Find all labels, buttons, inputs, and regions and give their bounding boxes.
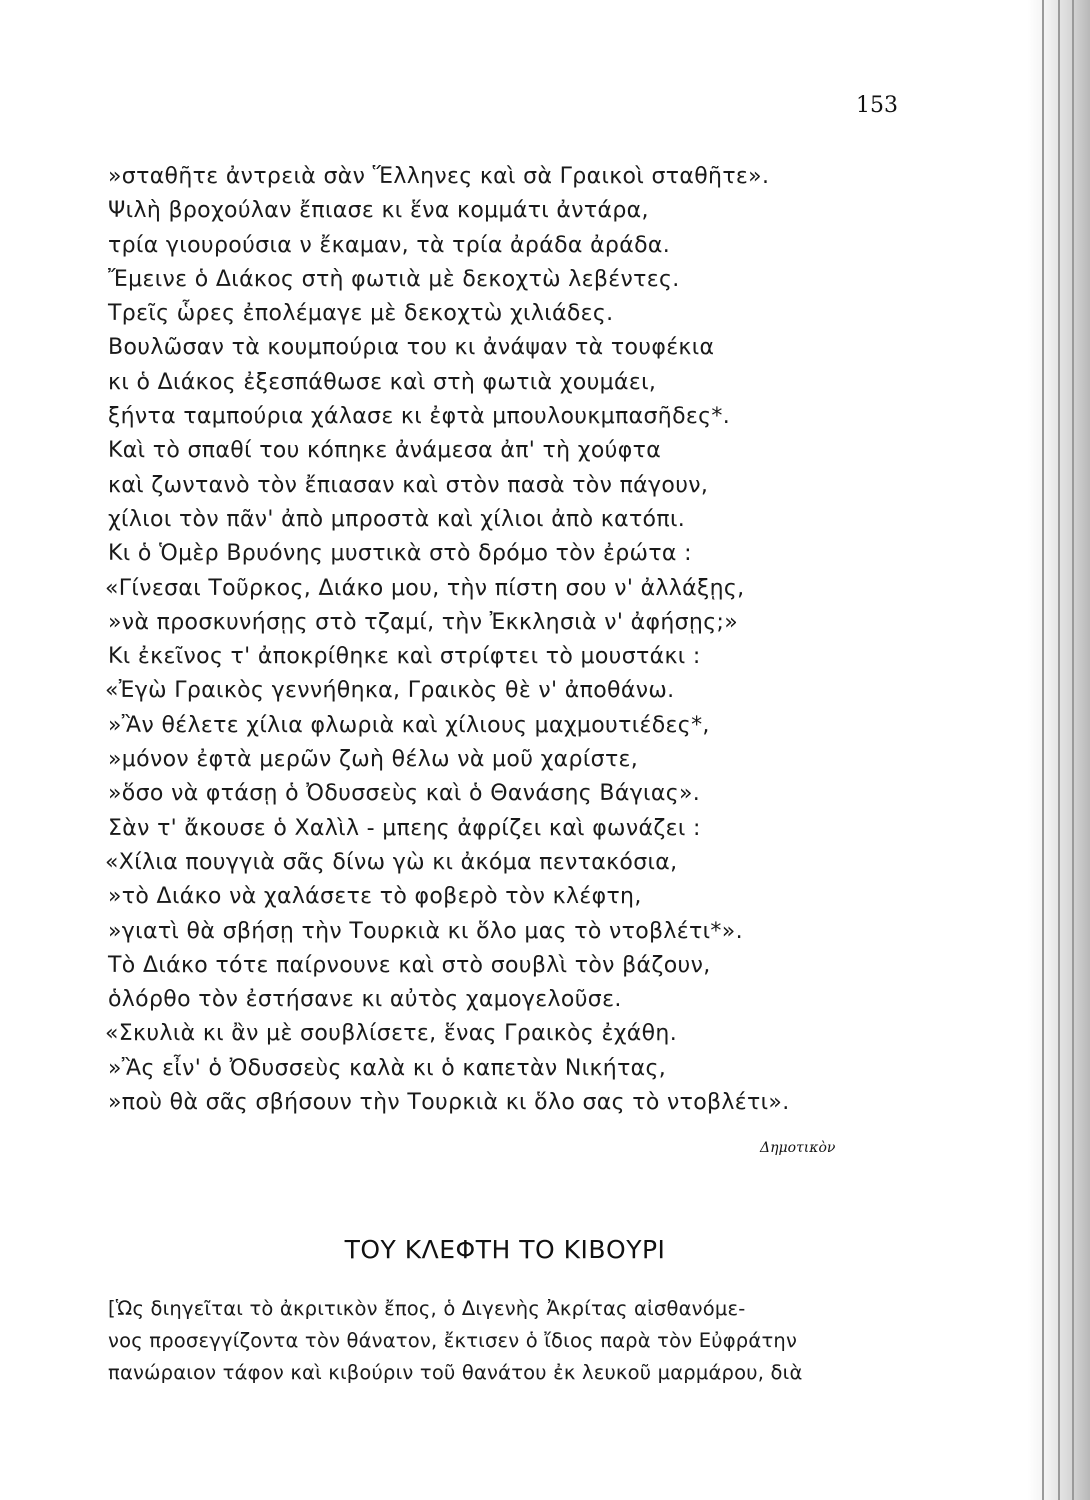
intro-line: νος προσεγγίζοντα τὸν θάνατον, ἔκτισεν ὁ ἴδιος παρὰ τὸν Εὐφράτην — [108, 1329, 798, 1352]
poem-line: »ὅσο νὰ φτάσῃ ὁ Ὀδυσσεὺς καὶ ὁ Θανάσης Βάγιας». — [108, 781, 701, 807]
intro-paragraph — [108, 1293, 908, 1389]
book-page-edge — [1028, 0, 1090, 1500]
poem-line: κι ὁ Διάκος ἐξεσπάθωσε καὶ στὴ φωτιὰ χουμάει, — [108, 369, 657, 395]
intro-line: [Ὡς διηγεῖται τὸ ἀκριτικὸν ἔπος, ὁ Διγενὴς Ἀκρίτας αἰσθανόμε- — [108, 1297, 746, 1320]
poem-line: «Ἐγὼ Γραικὸς γεννήθηκα, Γραικὸς θὲ ν' ἀποθάνω. — [105, 678, 675, 704]
intro-line: πανώραιον τάφον καὶ κιβούριν τοῦ θανάτου ἐκ λευκοῦ μαρμάρου, διὰ — [108, 1361, 803, 1384]
poem-line: καὶ ζωντανὸ τὸν ἔπιασαν καὶ στὸν πασὰ τὸν πάγουν, — [108, 472, 709, 498]
poem-line: τρία γιουρούσια ν ἔκαμαν, τὰ τρία ἀράδα ἀράδα. — [108, 232, 671, 258]
poem-line: »Ἂν θέλετε χίλια φλωριὰ καὶ χίλιους μαχμουτιέδες*, — [108, 712, 710, 738]
poem-text — [105, 160, 928, 1120]
page-edge-line — [1042, 0, 1044, 1500]
poem-line: Ψιλὴ βροχούλαν ἔπιασε κι ἕνα κομμάτι ἀντάρα, — [108, 198, 649, 224]
poem-line: »σταθῆτε ἀντρειὰ σὰν Ἕλληνες καὶ σὰ Γραικοὶ σταθῆτε». — [108, 164, 770, 189]
page-edge-line — [1072, 0, 1074, 1500]
poem-line: Τρεῖς ὧρες ἐπολέμαγε μὲ δεκοχτὼ χιλιάδες. — [108, 301, 614, 327]
poem-line: Κι ὁ Ὁμὲρ Βρυόνης μυστικὰ στὸ δρόμο τὸν ἐρώτα : — [108, 541, 692, 567]
poem-line: ὁλόρθο τὸν ἐστήσανε κι αὐτὸς χαμογελοῦσε. — [108, 987, 622, 1013]
poem-line: Βουλῶσαν τὰ κουμπούρια του κι ἀνάψαν τὰ τουφέκια — [108, 335, 715, 361]
poem-line: ξήντα ταμπούρια χάλασε κι ἐφτὰ μπουλουκμπασῆδες*. — [108, 404, 731, 430]
poem-line: χίλιοι τὸν πᾶν' ἀπὸ μπροστὰ καὶ χίλιοι ἀπὸ κατόπι. — [108, 506, 686, 532]
page-number: 153 — [856, 93, 898, 118]
poem-line: «Χίλια πουγγιὰ σᾶς δίνω γὼ κι ἀκόμα πεντακόσια, — [105, 849, 678, 875]
poem-line: Ἔμεινε ὁ Διάκος στὴ φωτιὰ μὲ δεκοχτὼ λεβέντες. — [108, 266, 680, 292]
poem-line: «Γίνεσαι Τοῦρκος, Διάκο μου, τὴν πίστη σου ν' ἀλλάξῃς, — [105, 575, 745, 601]
poem-line: »μόνον ἐφτὰ μερῶν ζωὴ θέλω νὰ μοῦ χαρίστε, — [108, 747, 639, 773]
page-edge-line — [1058, 0, 1060, 1500]
poem-line: »τὸ Διάκο νὰ χαλάσετε τὸ φοβερὸ τὸν κλέφτη, — [108, 884, 642, 910]
poem-line: Κι ἐκεῖνος τ' ἀποκρίθηκε καὶ στρίφτει τὸ μουστάκι : — [108, 644, 701, 670]
section-heading: ΤΟΥ ΚΛΕΦΤΗ ΤΟ ΚΙΒΟΥΡΙ — [344, 1235, 666, 1264]
poem-line: »ποὺ θὰ σᾶς σβήσουν τὴν Τουρκιὰ κι ὅλο σας τὸ ντοβλέτι». — [108, 1090, 790, 1116]
poem-line: Καὶ τὸ σπαθί του κόπηκε ἀνάμεσα ἀπ' τὴ χούφτα — [108, 438, 662, 464]
poem-attribution: Δημοτικὸν — [760, 1140, 836, 1156]
poem-line: Σὰν τ' ἄκουσε ὁ Χαλὶλ - μπεης ἀφρίζει καὶ φωνάζει : — [108, 815, 701, 841]
poem-line: »Ἂς εἶν' ὁ Ὀδυσσεὺς καλὰ κι ὁ καπετὰν Νικήτας, — [108, 1055, 667, 1081]
poem-line: Τὸ Διάκο τότε παίρνουνε καὶ στὸ σουβλὶ τὸν βάζουν, — [108, 952, 711, 978]
poem-line: «Σκυλιὰ κι ἂν μὲ σουβλίσετε, ἕνας Γραικὸς ἐχάθη. — [105, 1021, 678, 1047]
poem-line: »νὰ προσκυνήσῃς στὸ τζαμί, τὴν Ἐκκλησιὰ ν' ἀφήσῃς;» — [108, 609, 739, 635]
poem-line: »γιατὶ θὰ σβήσῃ τὴν Τουρκιὰ κι ὅλο μας τὸ ντοβλέτι*». — [108, 918, 743, 944]
